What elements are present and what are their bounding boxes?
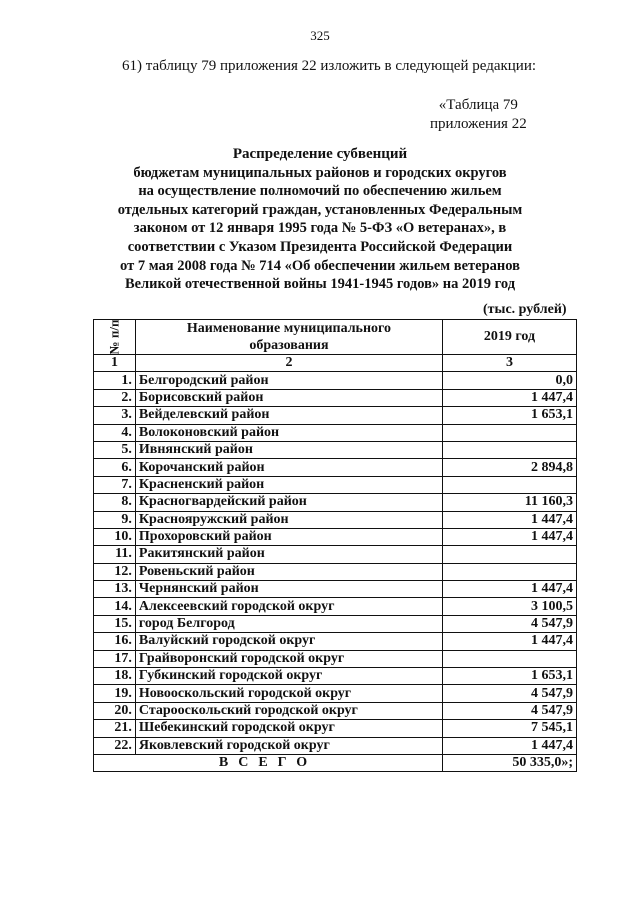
header-year: 2019 год xyxy=(443,320,577,355)
row-municipality-name: Белгородский район xyxy=(135,372,442,389)
column-number-2: 2 xyxy=(135,355,442,372)
row-municipality-name: Краснояружский район xyxy=(135,511,442,528)
row-number: 3. xyxy=(94,407,136,424)
row-number: 11. xyxy=(94,546,136,563)
row-municipality-name: Вейделевский район xyxy=(135,407,442,424)
row-municipality-name: Красногвардейский район xyxy=(135,494,442,511)
column-number-row xyxy=(94,355,577,372)
row-amount: 1 447,4 xyxy=(443,581,577,598)
row-amount: 0,0 xyxy=(443,372,577,389)
header-num: № п/п xyxy=(94,320,136,355)
row-number: 10. xyxy=(94,528,136,545)
row-number: 22. xyxy=(94,737,136,754)
table-row xyxy=(94,598,577,615)
row-municipality-name: Новооскольский городской округ xyxy=(135,685,442,702)
heading-line-3: на осуществление полномочий по обеспечению жильем xyxy=(138,183,502,200)
row-number: 12. xyxy=(94,563,136,580)
row-amount: 11 160,3 xyxy=(443,494,577,511)
table-row xyxy=(94,528,577,545)
row-number: 19. xyxy=(94,685,136,702)
table-row xyxy=(94,546,577,563)
row-amount: 3 100,5 xyxy=(443,598,577,615)
table-row xyxy=(94,389,577,406)
heading-line-4: отдельных категорий граждан, установленных Федеральным xyxy=(117,201,523,218)
row-municipality-name: Прохоровский район xyxy=(135,528,442,545)
intro-text: 61) таблицу 79 приложения 22 изложить в следующей редакции: xyxy=(122,58,537,74)
table-row xyxy=(94,737,577,754)
table-row xyxy=(94,511,577,528)
row-number: 2. xyxy=(94,389,136,406)
row-amount: 1 447,4 xyxy=(443,511,577,528)
row-amount: 4 547,9 xyxy=(443,615,577,632)
total-amount: 50 335,0»; xyxy=(443,754,577,771)
table-row xyxy=(94,685,577,702)
row-municipality-name: Корочанский район xyxy=(135,459,442,476)
table-row xyxy=(94,563,577,580)
row-number: 7. xyxy=(94,476,136,493)
row-amount: 1 653,1 xyxy=(443,407,577,424)
heading-line-5: законом от 12 января 1995 года № 5-ФЗ «О ветеранах», в xyxy=(133,220,507,237)
heading-line-7: от 7 мая 2008 года № 714 «Об обеспечении жильем ветеранов xyxy=(120,257,520,274)
table-row xyxy=(94,372,577,389)
table-header-row xyxy=(94,320,577,355)
row-amount xyxy=(443,563,577,580)
row-number: 18. xyxy=(94,668,136,685)
subvention-table xyxy=(93,319,577,772)
row-number: 4. xyxy=(94,424,136,441)
row-number: 9. xyxy=(94,511,136,528)
row-amount xyxy=(443,441,577,458)
table-reference xyxy=(430,96,527,134)
row-municipality-name: Чернянский район xyxy=(135,581,442,598)
column-number-1: 1 xyxy=(94,355,136,372)
row-number: 13. xyxy=(94,581,136,598)
row-municipality-name: Шебекинский городской округ xyxy=(135,720,442,737)
row-number: 16. xyxy=(94,633,136,650)
row-amount xyxy=(443,476,577,493)
document-heading xyxy=(0,145,640,294)
row-municipality-name: Яковлевский городской округ xyxy=(135,737,442,754)
row-municipality-name: Грайворонский городской округ xyxy=(135,650,442,667)
header-name-line2: образования xyxy=(249,338,329,353)
table-row xyxy=(94,650,577,667)
row-municipality-name: Волоконовский район xyxy=(135,424,442,441)
row-municipality-name: Алексеевский городской округ xyxy=(135,598,442,615)
row-number: 17. xyxy=(94,650,136,667)
heading-line-2: бюджетам муниципальных районов и городских округов xyxy=(133,164,507,181)
table-row xyxy=(94,459,577,476)
row-number: 8. xyxy=(94,494,136,511)
heading-line-6: соответствии с Указом Президента Российской Федерации xyxy=(127,238,513,255)
table-row xyxy=(94,581,577,598)
row-municipality-name: Ровеньский район xyxy=(135,563,442,580)
row-amount: 4 547,9 xyxy=(443,685,577,702)
row-number: 15. xyxy=(94,615,136,632)
row-amount: 7 545,1 xyxy=(443,720,577,737)
heading-line-1: Распределение субвенций xyxy=(232,146,408,162)
table-row xyxy=(94,615,577,632)
row-municipality-name: Старооскольский городской округ xyxy=(135,702,442,719)
row-number: 6. xyxy=(94,459,136,476)
row-amount: 2 894,8 xyxy=(443,459,577,476)
table-reference-line1: «Таблица 79 xyxy=(438,97,518,113)
row-amount: 1 447,4 xyxy=(443,633,577,650)
units-label: (тыс. рублей) xyxy=(483,302,567,317)
row-municipality-name: Ивнянский район xyxy=(135,441,442,458)
row-number: 1. xyxy=(94,372,136,389)
table-reference-line2: приложения 22 xyxy=(430,116,527,132)
heading-line-8: Великой отечественной войны 1941-1945 годов» на 2019 год xyxy=(124,276,516,293)
table-row xyxy=(94,668,577,685)
total-label: ВСЕГО xyxy=(94,754,443,771)
table-row xyxy=(94,441,577,458)
row-amount xyxy=(443,546,577,563)
table-row xyxy=(94,494,577,511)
page-number: 325 xyxy=(310,28,330,43)
row-amount xyxy=(443,424,577,441)
row-amount: 1 447,4 xyxy=(443,737,577,754)
row-amount: 4 547,9 xyxy=(443,702,577,719)
total-row xyxy=(94,754,577,771)
row-amount: 1 653,1 xyxy=(443,668,577,685)
header-name xyxy=(135,320,442,355)
column-number-3: 3 xyxy=(443,355,577,372)
table-row xyxy=(94,476,577,493)
row-municipality-name: город Белгород xyxy=(135,615,442,632)
table-row xyxy=(94,424,577,441)
table-row xyxy=(94,407,577,424)
row-municipality-name: Ракитянский район xyxy=(135,546,442,563)
row-amount: 1 447,4 xyxy=(443,528,577,545)
row-amount xyxy=(443,650,577,667)
row-municipality-name: Красненский район xyxy=(135,476,442,493)
row-municipality-name: Борисовский район xyxy=(135,389,442,406)
table-row xyxy=(94,702,577,719)
row-municipality-name: Валуйский городской округ xyxy=(135,633,442,650)
row-number: 14. xyxy=(94,598,136,615)
row-number: 5. xyxy=(94,441,136,458)
row-number: 20. xyxy=(94,702,136,719)
row-number: 21. xyxy=(94,720,136,737)
table-row xyxy=(94,633,577,650)
table-row xyxy=(94,720,577,737)
row-municipality-name: Губкинский городской округ xyxy=(135,668,442,685)
row-amount: 1 447,4 xyxy=(443,389,577,406)
header-name-line1: Наименование муниципального xyxy=(186,321,392,336)
